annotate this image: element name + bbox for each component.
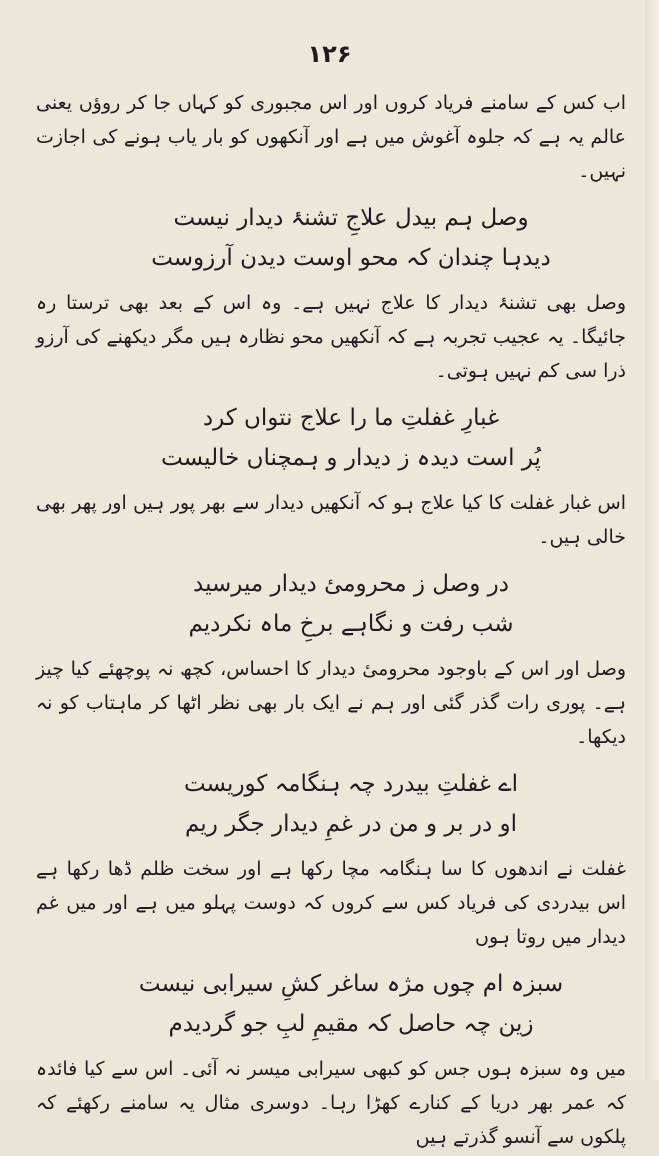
page-edge [645, 0, 659, 1080]
verse-couplet-5 [36, 964, 626, 1044]
verse-line: در وصل ز محرومیٔ دیدار میرسید [193, 571, 509, 597]
verse-couplet-3 [36, 564, 626, 644]
prose-paragraph-3: اس غبار غفلت کا کیا علاج ہو کہ آنکھیں دیدار سے بھر پور ہیں اور پھر بھی خالی ہیں۔ [36, 492, 626, 548]
verse-couplet-2 [36, 398, 626, 478]
prose-paragraph-1: اب کس کے سامنے فریاد کروں اور اس مجبوری کو کہاں جا کر روؤں یعنی عالم یہ ہے کہ جلوہ آغوش میں ہے اور آنکھوں کو بار یاب ہونے کی اجازت نہیں۔ [36, 92, 626, 182]
verse-couplet-1 [36, 198, 626, 278]
verse-couplet-4 [36, 764, 626, 844]
verse-line: وصل ہم بیدل علاجِ تشنۂ دیدار نیست [173, 205, 529, 231]
verse-line: او در بر و من در غمِ دیدار جگر ریم [185, 811, 517, 837]
prose-paragraph-5: غفلت نے اندھوں کا سا ہنگامہ مچا رکھا ہے اور سخت ظلم ڈھا رکھا ہے اس بیدردی کی فریاد کس سے کروں کہ دوست پہلو میں ہے اور میں غم دیدار میں روتا ہوں [36, 858, 626, 948]
page-content [36, 86, 626, 1156]
verse-line: سبزہ ام چوں مژہ ساغر کشِ سیرابی نیست [138, 971, 564, 997]
verse-line: پُر است دیدہ ز دیدار و ہمچناں خالیست [161, 445, 541, 471]
verse-line: دیدہا چندان کہ محو اوست دیدن آرزوست [151, 245, 551, 271]
verse-line: اے غفلتِ بیدرد چہ ہنگامہ کوریست [183, 771, 519, 797]
prose-paragraph-6: میں وہ سبزہ ہوں جس کو کبھی سیرابی میسر نہ آئی۔ اس سے کیا فائدہ کہ عمر بھر دریا کے کنارے کھڑا رہا۔ دوسری مثال یہ سامنے رکھئے کہ پلکوں سے آنسو گذرتے ہیں [36, 1058, 626, 1148]
prose-paragraph-2: وصل بھی تشنۂ دیدار کا علاج نہیں ہے۔ وہ اس کے بعد بھی ترستا رہ جائیگا۔ یہ عجیب تجربہ ہے کہ آنکھیں محو نظارہ ہیں مگر دیکھنے کی آرزو ذرا سی کم نہیں ہوتی۔ [36, 292, 626, 382]
prose-paragraph-4: وصل اور اس کے باوجود محرومیٔ دیدار کا احساس، کچھ نہ پوچھئے کیا چیز ہے۔ پوری رات گذر گئی اور ہم نے ایک بار بھی نظر اٹھا کر ماہتاب کو نہ دیکھا۔ [36, 658, 626, 748]
page-number: ۱۲۶ [307, 40, 352, 68]
verse-line: زین چہ حاصل کہ مقیمِ لبِ جو گردیدم [168, 1011, 534, 1037]
verse-line: شب رفت و نگاہے برخِ ماہ نکردیم [188, 611, 514, 637]
verse-line: غبارِ غفلتِ ما را علاج نتواں کرد [202, 405, 500, 431]
